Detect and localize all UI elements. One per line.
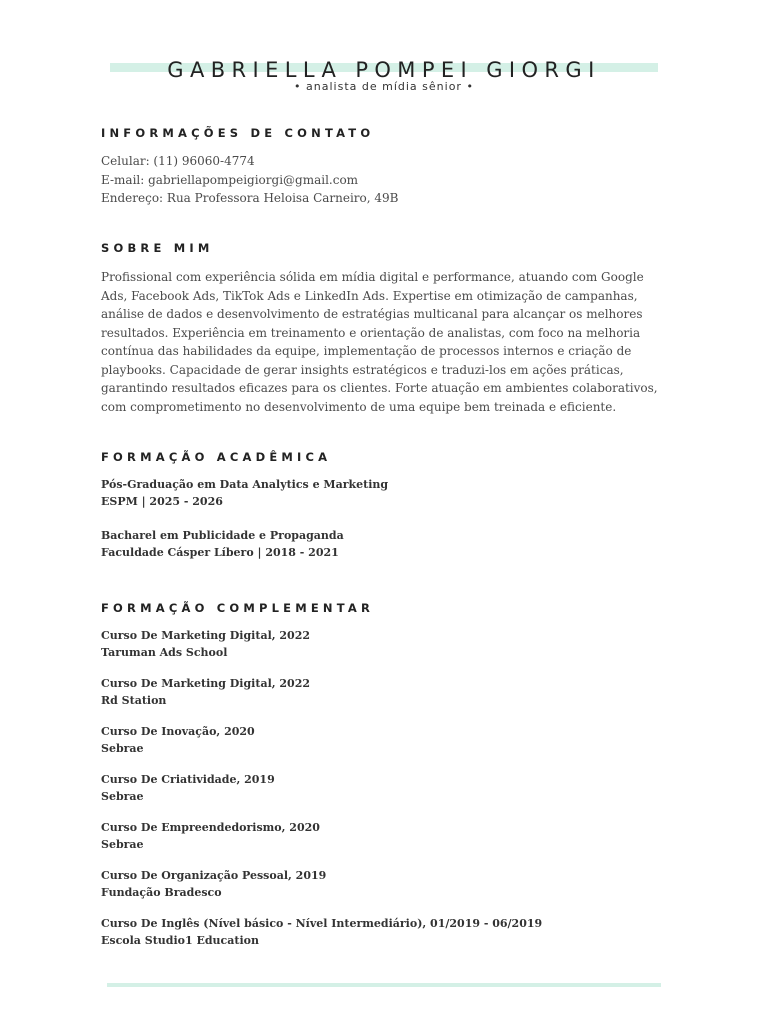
education-title: Bacharel em Publicidade e Propaganda bbox=[101, 529, 344, 542]
about-line: garantindo resultados eficazes para os clientes. Forte atuação em ambientes colaborativos, bbox=[101, 381, 658, 395]
contact-section bbox=[101, 152, 661, 208]
about-line: análise de dados e desenvolvimento de estratégias multicanal para alcançar os melhores bbox=[101, 307, 643, 321]
course-item bbox=[101, 867, 661, 901]
course-institution: Rd Station bbox=[101, 694, 167, 707]
about-line: contínua das habilidades da equipe, implementação de processos internos e criação de bbox=[101, 344, 632, 358]
course-title: Curso De Organização Pessoal, 2019 bbox=[101, 869, 327, 882]
about-line: com comprometimento no desenvolvimento de uma equipe bem treinada e eficiente. bbox=[101, 399, 617, 414]
contact-phone: Celular: (11) 96060-4774 bbox=[101, 154, 255, 168]
education-title: Pós-Graduação em Data Analytics e Marketing bbox=[101, 478, 389, 491]
contact-email: E-mail: gabriellapompeigiorgi@gmail.com bbox=[101, 172, 359, 187]
course-institution: Sebrae bbox=[101, 838, 144, 851]
course-item bbox=[101, 675, 661, 709]
education-detail: ESPM | 2025 - 2026 bbox=[101, 495, 223, 508]
education-item bbox=[101, 476, 661, 510]
course-institution: Sebrae bbox=[101, 790, 144, 803]
about-paragraph bbox=[101, 268, 661, 416]
course-institution: Escola Studio1 Education bbox=[101, 934, 259, 947]
course-title: Curso De Marketing Digital, 2022 bbox=[101, 677, 311, 690]
course-item bbox=[101, 819, 661, 853]
contact-address: Endereço: Rua Professora Heloisa Carneiro, 49B bbox=[101, 191, 399, 205]
job-title: • analista de mídia sênior • bbox=[294, 80, 474, 93]
education-detail: Faculdade Cásper Líbero | 2018 - 2021 bbox=[101, 546, 339, 559]
course-item bbox=[101, 627, 661, 661]
course-institution: Sebrae bbox=[101, 742, 144, 755]
course-title: Curso De Inglês (Nível básico - Nível Intermediário), 01/2019 - 06/2019 bbox=[101, 917, 543, 930]
complementary-list bbox=[101, 627, 661, 949]
about-line: resultados. Experiência em treinamento e orientação de analistas, com foco na melhoria bbox=[101, 325, 641, 340]
education-list bbox=[101, 476, 661, 561]
about-heading: SOBRE MIM bbox=[101, 241, 214, 255]
course-item bbox=[101, 723, 661, 757]
course-title: Curso De Empreendedorismo, 2020 bbox=[101, 821, 320, 834]
education-item bbox=[101, 527, 661, 561]
course-title: Curso De Criatividade, 2019 bbox=[101, 773, 275, 786]
contact-heading: INFORMAÇÕES DE CONTATO bbox=[101, 126, 375, 140]
course-item bbox=[101, 771, 661, 805]
course-title: Curso De Marketing Digital, 2022 bbox=[101, 629, 311, 642]
course-institution: Taruman Ads School bbox=[101, 646, 228, 659]
complementary-heading: FORMAÇÃO COMPLEMENTAR bbox=[101, 601, 375, 615]
about-line: playbooks. Capacidade de gerar insights estratégicos e traduzi-los em ações práticas, bbox=[101, 362, 624, 377]
candidate-name: GABRIELLA POMPEI GIORGI bbox=[167, 58, 601, 83]
education-heading: FORMAÇÃO ACADÊMICA bbox=[101, 450, 332, 464]
course-institution: Fundação Bradesco bbox=[101, 886, 222, 899]
footer-accent-bar bbox=[107, 983, 661, 987]
course-item bbox=[101, 915, 661, 949]
course-title: Curso De Inovação, 2020 bbox=[101, 725, 255, 738]
about-line: Ads, Facebook Ads, TikTok Ads e LinkedIn Ads. Expertise em otimização de campanhas, bbox=[101, 288, 638, 303]
about-line: Profissional com experiência sólida em mídia digital e performance, atuando com Google bbox=[101, 270, 644, 284]
